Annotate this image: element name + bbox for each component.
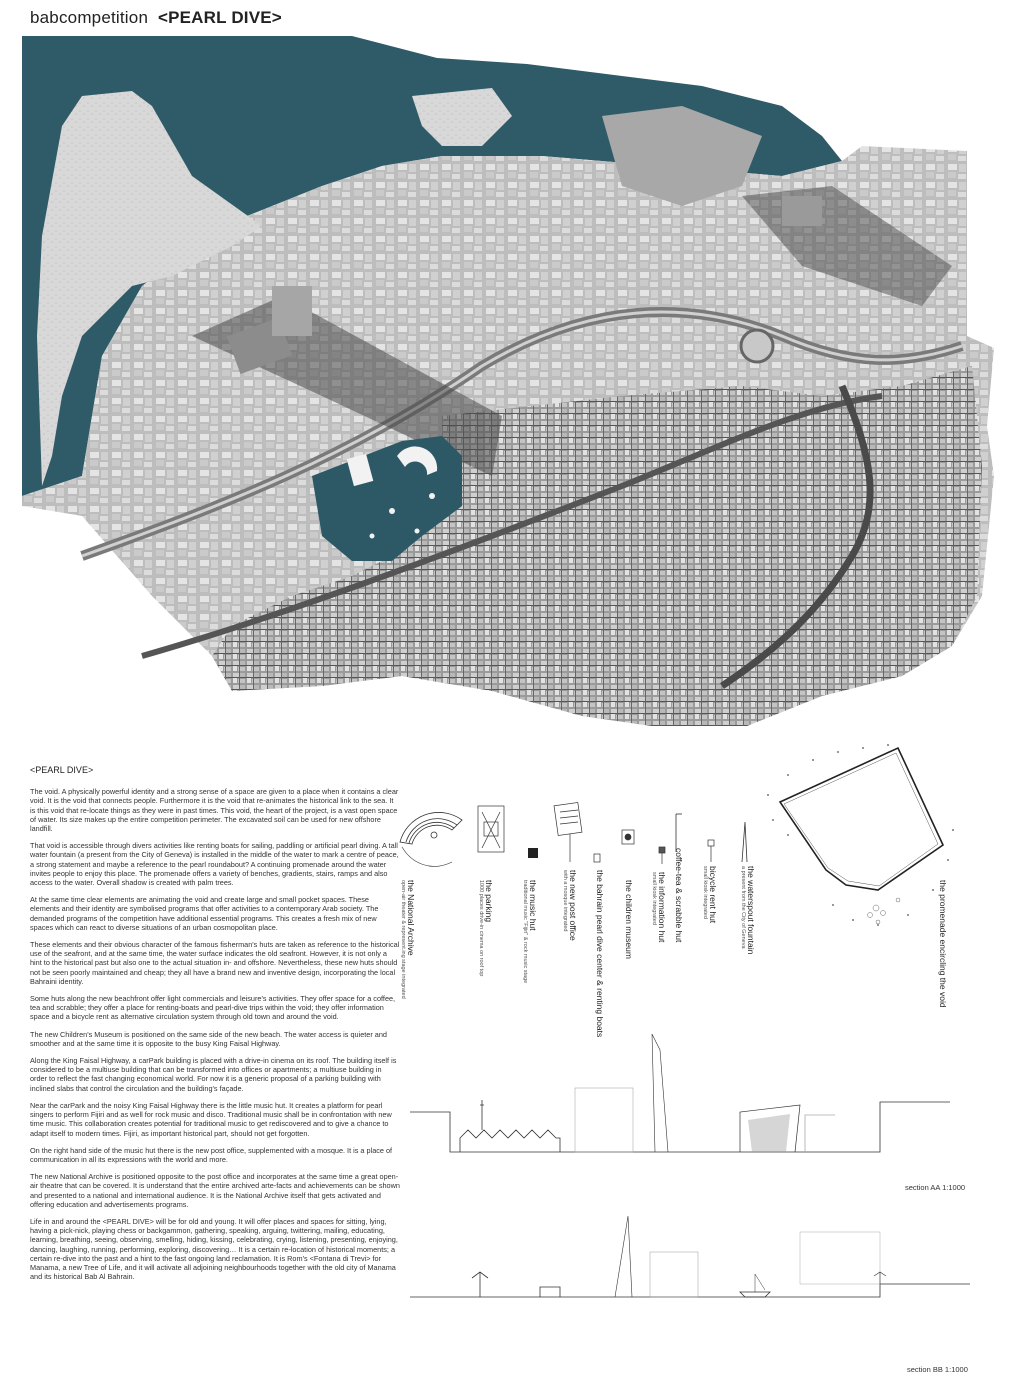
paragraph: The void. A physically powerful identity and a strong sense of a space are given to a place when it contains a clear void. It is the void that connects people. Furthermore it is the void that re-animates the historical link to the sea. It is this void that re-locate things as they were in past times. This void, the heart of the project, is a vast open space of water. Its size makes up the entire competition perimeter. The excavated soil can be used for new offshore landfill. (30, 787, 399, 834)
information-hut-icon (659, 847, 665, 864)
section-bb-drawing (410, 1212, 980, 1312)
paragraph: Some huts along the new beachfront offer light commercials and leisure's activities. They offer space for a coffee, tea and scrabble; they offer a place for renting-boats and pearl-dive trips within the void; they offer information space and a bicycle rent as alternative circulation system through old town and around the void. (30, 994, 396, 1022)
paragraph: The new National Archive is positioned opposite to the post office and incorporates at the same time a great open-air theatre that can be covered. It is understand that the entire archived arte-facts and achievements can be shown and presented to a national and international audience. It is the National Archive itself that gets activated and offering education and advertisements programs. (30, 1172, 400, 1209)
children-museum-icon (622, 830, 634, 844)
section-bb-label: section BB 1:1000 (907, 1365, 968, 1374)
paragraph: Along the King Faisal Highway, a carPark building is placed with a drive-in cinema on its roof. The building itself is considered to be a multiuse building that can be transformed into offices or apartments; a multiuse building in order to reflect the fast changing economical world. For now it is a generic proposal of a parking building with inclined slabs that control the circulation and the building's façade. (30, 1056, 397, 1093)
fountain-icon (742, 822, 747, 862)
description-heading: <PEARL DIVE> (30, 765, 94, 775)
parking-icon (478, 806, 504, 852)
section-aa-label: section AA 1:1000 (905, 1183, 966, 1192)
paragraph: Near the carPark and the noisy King Faisal Highway there is the little music hut. It creates a platform for pearl singers to perform Fijiri and as well for rock music and disco. Traditional music shall be in confrontation with new time music. This collaboration creates potential for traditional music to get rediscovered and to give a chance to adapt itself to modern times. Fijiri, as important historical part, should not get forgotten. (30, 1100, 392, 1138)
label-promenade: the promenade encircling the void (938, 880, 948, 1008)
paragraph: At the same time clear elements are animating the void and create large and small pocket spaces. These elements and their identity are symbolised programs that offer activities to a contemporary Arab society. The demanded programs of the competition have additional essential programs. This creates a fresh mix of new spaces which can react to diverse situations of an urban cosmopolitan place. (30, 895, 379, 932)
label-parking: the parking 1000 places drive-in cinema on roof top (478, 880, 494, 977)
label-national-archive: the National Archive open-air theater & represent.ing stage integrated (400, 880, 416, 999)
label-pearl-dive: the bahrain pearl dive center & renting boats (595, 870, 605, 1038)
aerial-map (22, 36, 997, 726)
paragraph: These elements and their obvious character of the famous fisherman's huts are taken as reference to the historical use of the seafront, and at the same time, the water surface indicates the old seafront. However, it is not only a hint to the historical past but also one to the actual situation in- and offshore. Nevertheless, these new huts should not be seen poorly maintained and cheap; they all have a brand new and inventive design, incorporating the local Bahraini identity. (30, 940, 400, 986)
national-archive-icon (400, 812, 462, 866)
label-fountain: the waterspout fountain a present from the City of Geneva (740, 866, 756, 955)
promenade-icon (758, 740, 958, 930)
paragraph: Life in and around the <PEARL DIVE> will be for old and young. It will offer places and spaces for sitting, lying, having a pick-nick, playing chess or backgammon, gathering, speaking, arguing, twittering, mailing, educating, learning, breathing, seeing, observing, smelling, hiding, kissing, celebrating, crying, listening, presenting, enjoying, dancing, laughing, running, performing, exploring, discovering… It is a certain re-location of historical moments; a certain re-dive into the past and a hint to the fast ongoing land reclamation. It is Rom's <Fontana di Trevi> for Manama, a new Tree of Life, and it will activate all adjoining neighbourhoods together with the old city of Manama and its historical Bab Al Bahrain. (30, 1216, 398, 1282)
description-text (30, 766, 400, 1289)
coffee-hut-icon (676, 814, 682, 852)
post-office-icon (554, 802, 582, 862)
page-title (30, 8, 282, 28)
bicycle-hut-icon (708, 840, 714, 862)
pearl-dive-icon (594, 854, 600, 862)
label-bicycle-hut: bicycle rent hut small kiosk integrated (702, 866, 718, 924)
label-information-hut: the information hut small kiosk integrated (651, 872, 667, 943)
paragraph: That void is accessible through divers activities like renting boats for sailing, paddling or artificial pearl diving. A tall water fountain (a present from the City of Geneva) is installed in the middle of the water to mark a centre of peace, a strong statement and maybe a reference to the pearl roundabout? A continuing promenade around the water invites people to enjoy this place. The promenade offers a variety of benches, gradients, stairs, ramps and also access to the water. Overall shadow is created with palm trees. (30, 841, 399, 888)
music-hut-icon (528, 848, 538, 858)
label-children-museum: the children museum (624, 880, 634, 959)
paragraph: The new Children's Museum is positioned on the same side of the new beach. The water access is quieter and smoother and at the same time it is opposite to the busy King Faisal Highway. (30, 1029, 387, 1048)
label-coffee-hut: coffee-tea & scrabble hut (674, 848, 684, 943)
label-music-hut: the music hut traditional music "Fijiri" & rock music stage (522, 880, 538, 984)
section-aa-drawing (410, 1030, 980, 1170)
paragraph: On the right hand side of the music hut there is the new post office, supplemented with a mosque. It is a place of communication in all its expressions with the world and more. (30, 1145, 393, 1164)
label-post-office: the new post office with a mosque integrated (562, 870, 578, 941)
title-prefix: babcompetition (30, 8, 149, 27)
title-main: <PEARL DIVE> (157, 8, 282, 27)
